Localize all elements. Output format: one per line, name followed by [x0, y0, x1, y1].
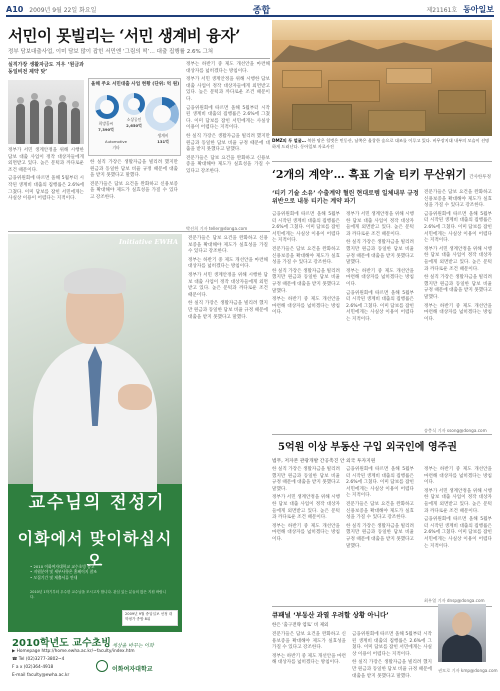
top-story-headline[interactable]: 서민이 못빌리는 ‘서민 생계비 융자’: [8, 26, 241, 45]
infographic-title: 올해 주요 서민대출 사업 현황 (단위: 억 원): [91, 82, 180, 87]
paper-logo: 동아일보: [463, 4, 494, 14]
fourth-story-subhead: 한은 ‘출구전략 염토’ 비 제외: [272, 623, 329, 628]
divider: [8, 58, 270, 59]
infographic-value: 131억: [157, 139, 169, 144]
edition-number: 제21161호: [426, 7, 458, 14]
top-story-continued: 전문가들은 담보 요건을 완화하고 신용보증을 확대해야 제도가 실효성을 가질 수 있다고 강조한다. 정부는 하반기 중 제도 개선안을 마련해 대상자를 넓히겠다는 방침이다. 정부가 서민 생계안정을 위해 시행한 담보 대출 사업이 정작 대상자들에게 외면받고 있다. 높은 문턱과 까다로운 조건 때문이다. 한 실직 가장은 생활자금을 빌리려 했지만 원금과 동일한 담보 비율 규정 때문에 대출을 받지 못했다고 말했다.: [188, 236, 268, 320]
top-story-column-3: 정부는 하반기 중 제도 개선안을 마련해 대상자를 넓히겠다는 방침이다. 정부가 서민 생계안정을 위해 시행한 담보 대출 사업이 정작 대상자들에게 외면받고 있다. 높은 문턱과 까다로운 조건 때문이다. 금융위원회에 따르면 올해 5월부터 시작된 생계비 대출의 집행률은 2.6%에 그쳤다. 이미 담보를 잡힌 서민에게는 사실상 이용이 어렵다는 지적이다. 한 실직 가장은 생활자금을 빌리려 했지만 원금과 동일한 담보 비율 규정 때문에 대출을 받지 못했다고 말했다. 전문가들은 담보 요건을 완화하고 신용보증을 확대해야 제도가 실효성을 가질 수 있다고 강조한다.: [186, 62, 270, 174]
page-number: A10: [6, 5, 24, 14]
ad-homepage-link[interactable]: ▶ Homepage http://home.ewha.ac.kr/~faculty/index.htm: [12, 649, 135, 654]
ad-tagline: Initiative EWHA: [118, 238, 178, 246]
professor-photo: [8, 234, 182, 484]
ranking-badge: 2009년 9월 중앙일보 선정 대학평가 종합 8위: [122, 610, 178, 626]
infographic-value: 2,650억: [126, 123, 142, 128]
ad-fax: F a x (02)364-4918: [12, 665, 54, 670]
second-story-column-1: 금융위원회에 따르면 올해 5월부터 시작된 생계비 대출의 집행률은 2.6%에 그쳤다. 이미 담보를 잡힌 서민에게는 사실상 이용이 어렵다는 지적이다. 전문가들은 담보 요건을 완화하고 신용보증을 확대해야 제도가 실효성을 가질 수 있다고 강조한다. 한 실직 가장은 생활자금을 빌리려 했지만 원금과 동일한 담보 비율 규정 때문에 대출을 받지 못했다고 말했다. 정부는 하반기 중 제도 개선안을 마련해 대상자를 넓히겠다는 방침이다.: [272, 212, 340, 316]
divider: [272, 434, 492, 435]
top-story-lead: 실직가장 생활자금도 겨우 ‘원금과 동일비전 제약 탓’: [8, 62, 84, 75]
third-story-column-3: 정부는 하반기 중 제도 개선안을 마련해 대상자를 넓히겠다는 방침이다. 정부가 서민 생계안정을 위해 시행한 담보 대출 사업이 정작 대상자들에게 외면받고 있다. 높은 문턱과 까다로운 조건 때문이다. 금융위원회에 따르면 올해 5월부터 시작된 생계비 대출의 집행률은 2.6%에 그쳤다. 이미 담보를 잡힌 서민에게는 사실상 이용이 어렵다는 지적이다.: [424, 467, 492, 549]
divider: [272, 161, 492, 162]
infographic-label: 소상공인: [126, 117, 142, 122]
university-name: 이화여자대학교: [112, 666, 153, 673]
ad-email-link[interactable]: E-mail faculty@ewha.ac.kr: [12, 673, 70, 678]
infographic-value: 7,390억: [98, 127, 114, 132]
second-story-column-2: 정부가 서민 생계안정을 위해 시행한 담보 대출 사업이 정작 대상자들에게 외면받고 있다. 높은 문턱과 까다로운 조건 때문이다. 한 실직 가장은 생활자금을 빌리려 했지만 원금과 동일한 담보 비율 규정 때문에 대출을 받지 못했다고 말했다. 정부는 하반기 중 제도 개선안을 마련해 대상자를 넓히겠다는 방침이다. 금융위원회에 따르면 올해 5월부터 시작된 생계비 대출의 집행률은 2.6%에 그쳤다. 이미 담보를 잡힌 서민에게는 사실상 이용이 어렵다는 지적이다.: [346, 212, 414, 322]
ad-contact-panel: [8, 632, 182, 686]
top-story-byline[interactable]: 박선희 기자 teller@donga.com: [186, 226, 248, 231]
top-story-subhead: 정부 담보대출사업, 이미 담보 많이 잡힌 서민엔 ‘그림의 떡’… 대출 집행률 2.6% 그쳐: [8, 49, 214, 55]
fourth-story-byline[interactable]: 권모로 기자 kmp@donga.com: [438, 668, 498, 673]
ad-calligraphy-1: 교수님의 전성기: [28, 493, 166, 513]
photo-caption-title: DMZ의 두 얼굴…: [272, 138, 306, 143]
second-story-column-3: 전문가들은 담보 요건을 완화하고 신용보증을 확대해야 제도가 실효성을 가질 수 있다고 강조한다. 금융위원회에 따르면 올해 5월부터 시작된 생계비 대출의 집행률은 2.6%에 그쳤다. 이미 담보를 잡힌 서민에게는 사실상 이용이 어렵다는 지적이다. 정부가 서민 생계안정을 위해 시행한 담보 대출 사업이 정작 대상자들에게 외면받고 있다. 높은 문턱과 까다로운 조건 때문이다. 한 실직 가장은 생활자금을 빌리려 했지만 원금과 동일한 담보 비율 규정 때문에 대출을 받지 못했다고 말했다. 정부는 하반기 중 제도 개선안을 마련해 대상자를 넓히겠다는 방침이다.: [424, 190, 492, 322]
third-story-headline[interactable]: 5억원 이상 부동산 구입 외국인에 영주권: [278, 442, 457, 453]
ad-calligraphy-2: 이화에서 맞이하십시오: [17, 529, 173, 570]
infographic-label: 생계비: [157, 133, 169, 138]
section-title: 종합: [252, 6, 271, 16]
third-story-column-2: 금융위원회에 따르면 올해 5월부터 시작된 생계비 대출의 집행률은 2.6%에 그쳤다. 이미 담보를 잡힌 서민에게는 사실상 이용이 어렵다는 지적이다. 전문가들은 담보 요건을 완화하고 신용보증을 확대해야 제도가 실효성을 가질 수 있다고 강조한다. 한 실직 가장은 생활자금을 빌리려 했지만 원금과 동일한 담보 비율 규정 때문에 대출을 받지 못했다고 말했다.: [346, 467, 414, 549]
university-seal-icon: [96, 660, 108, 672]
fourth-story-column-1: 전문가들은 담보 요건을 완화하고 신용보증을 확대해야 제도가 실효성을 가질 수 있다고 강조한다. 정부는 하반기 중 제도 개선안을 마련해 대상자를 넓히겠다는 방침이다.: [272, 632, 346, 666]
third-story-byline[interactable]: 최우열 기자 dnsp@donga.com: [424, 598, 485, 603]
ad-slogan: 세상을 바꾸는 이화: [112, 643, 154, 649]
date-line: 2009년 9월 22일 화요일: [29, 7, 97, 14]
photo-caption: DMZ의 두 얼굴… 북한 땅은 헐벗은 민둥산, 남쪽은 울창한 숲으로 대조를 이루고 있다. 비무장지대 내부의 모습이 선명하게 드러난다. 동아일보 자료사진: [272, 138, 490, 149]
people-walking-photo: [8, 80, 84, 144]
second-story-byline[interactable]: 송충식 기자 ssong@donga.com: [424, 428, 487, 433]
infographic-label: 희망홀씨: [98, 121, 114, 126]
ad-phone: ☎ Tel (02)3277-3802~4: [12, 657, 65, 662]
reporter-photo: [438, 604, 486, 662]
infographic-label: 기타: [112, 145, 120, 150]
ad-notes: 2010년 1학기부터 우수한 교수님을 모시고자 합니다. 관심 있는 분들의 많은 지원 바랍니다.: [30, 590, 167, 599]
third-story-column-1: 한 실직 가장은 생활자금을 빌리려 했지만 원금과 동일한 담보 비율 규정 때문에 대출을 받지 못했다고 말했다. 정부가 서민 생계안정을 위해 시행한 담보 대출 사업이 정작 대상자들에게 외면받고 있다. 높은 문턱과 까다로운 조건 때문이다. 정부는 하반기 중 제도 개선안을 마련해 대상자를 넓히겠다는 방침이다.: [272, 467, 340, 542]
top-story-column-2: 한 실직 가장은 생활자금을 빌리려 했지만 원금과 동일한 담보 비율 규정 때문에 대출을 받지 못했다고 말했다. 전문가들은 담보 요건을 완화하고 신용보증을 확대해야 제도가 실효성을 가질 수 있다고 강조한다.: [90, 160, 178, 200]
ad-title: 2010학년도 교수초빙: [12, 638, 111, 649]
second-story-headline[interactable]: ‘2개의 계약’… 흑표 기술 티키 무산위기 간사한투정: [272, 168, 491, 181]
masthead: [6, 4, 494, 17]
infographic-label: Automotive: [105, 139, 127, 144]
divider: [8, 231, 270, 232]
fourth-story-column-2: 금융위원회에 따르면 올해 5월부터 시작된 생계비 대출의 집행률은 2.6%에 그쳤다. 이미 담보를 잡힌 서민에게는 사실상 이용이 어렵다는 지적이다. 한 실직 가장은 생활자금을 빌리려 했지만 원금과 동일한 담보 비율 규정 때문에 대출을 받지 못했다고 말했다.: [352, 632, 432, 679]
second-story-kicker: 간사한투정: [469, 175, 491, 180]
ewha-faculty-ad[interactable]: [8, 234, 182, 686]
loan-infographic: [88, 78, 181, 156]
third-story-subhead: 법무, 저자본 관광개발 간공촉진 안 외국 투자지원: [272, 459, 376, 464]
dmz-aerial-photo: [272, 20, 492, 136]
top-story-column-1: 정부가 서민 생계안정을 위해 시행한 담보 대출 사업이 정작 대상자들에게 외면받고 있다. 높은 문턱과 까다로운 조건 때문이다. 금융위원회에 따르면 올해 5월부터 시작된 생계비 대출의 집행률은 2.6%에 그쳤다. 이미 담보를 잡힌 서민에게는 사실상 이용이 어렵다는 지적이다.: [8, 148, 84, 202]
ad-bullets: • 2010 이화여자대학교 교수초빙 공고 • 지원분야 및 세부사항은 홈페이지 참조 • 모집기간 및 제출서류 안내: [30, 564, 97, 580]
fourth-story-headline[interactable]: 큐패널 ‘부동산 과열 우려할 상황 아니다’: [272, 611, 389, 619]
second-story-subhead: ‘티키 기술 소유’ 수출계약 혈린 현대로템 일체내부 규정위반으로 내동 티키는 계약 파기: [272, 190, 419, 205]
